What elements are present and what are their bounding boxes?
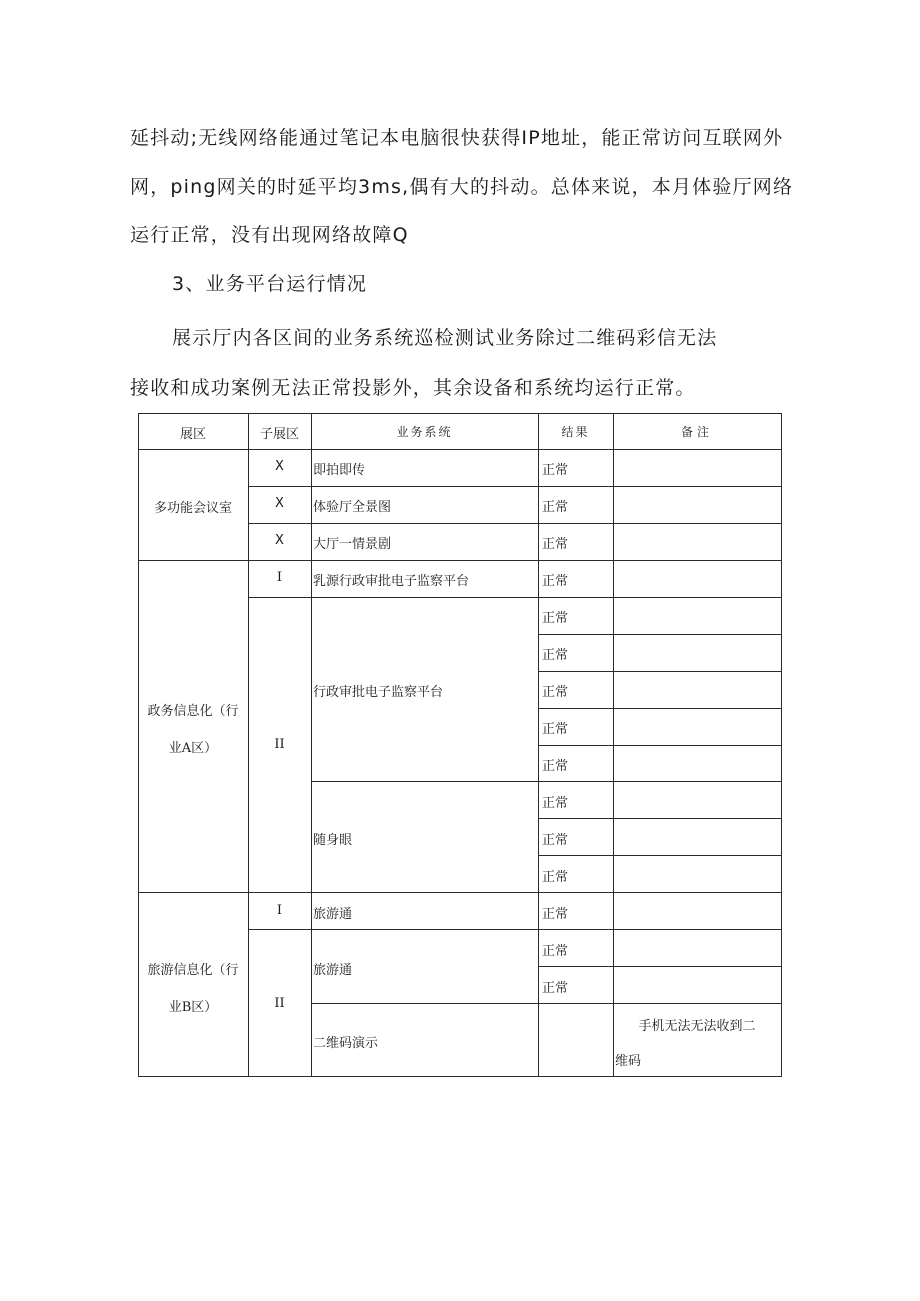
table-row-divider bbox=[138, 449, 782, 450]
paragraph-line-1: 延抖动;无线网络能通过笔记本电脑很快获得IP地址，能正常访问互联网外 bbox=[130, 127, 784, 149]
subzone-label: I bbox=[276, 903, 283, 918]
zone-name: 政务信息化（行 bbox=[147, 704, 239, 719]
table-row-divider bbox=[538, 634, 782, 635]
system-name: 即拍即传 bbox=[313, 463, 366, 478]
subzone-label: X bbox=[275, 533, 284, 548]
zone-name: 业B区） bbox=[168, 1000, 218, 1015]
system-name: 乳源行政审批电子监察平台 bbox=[313, 574, 470, 589]
header-zone: 展区 bbox=[179, 427, 206, 442]
result-value: 正常 bbox=[542, 796, 569, 811]
subzone-label: II bbox=[274, 737, 285, 752]
result-value: 正常 bbox=[542, 574, 569, 589]
table-row-divider bbox=[538, 966, 782, 967]
note-text: 维码 bbox=[615, 1054, 642, 1069]
table-border-top bbox=[138, 413, 782, 414]
system-name: 旅游通 bbox=[313, 963, 353, 978]
table-row-divider bbox=[248, 523, 782, 524]
header-note: 备注 bbox=[680, 425, 713, 439]
subzone-label: X bbox=[275, 496, 284, 511]
system-name: 体验厅全景图 bbox=[313, 500, 392, 515]
result-value: 正常 bbox=[542, 500, 569, 515]
zone-name: 旅游信息化（行 bbox=[147, 963, 239, 978]
result-value: 正常 bbox=[542, 648, 569, 663]
table-row-divider bbox=[138, 892, 782, 893]
result-value: 正常 bbox=[542, 611, 569, 626]
header-result: 结果 bbox=[561, 425, 590, 439]
table-row-divider bbox=[311, 1003, 782, 1004]
system-name: 大厅一情景剧 bbox=[313, 537, 392, 552]
result-value: 正常 bbox=[542, 722, 569, 737]
paragraph-line-2: 网，ping网关的时延平均3ms,偶有大的抖动。总体来说，本月体验厅网络 bbox=[130, 176, 794, 198]
table-row-divider bbox=[538, 708, 782, 709]
result-value: 正常 bbox=[542, 981, 569, 996]
table-row-divider bbox=[538, 855, 782, 856]
result-value: 正常 bbox=[542, 759, 569, 774]
table-row-divider bbox=[138, 560, 782, 561]
table-row-divider bbox=[538, 745, 782, 746]
result-value: 正常 bbox=[542, 944, 569, 959]
system-name: 旅游通 bbox=[313, 907, 353, 922]
table-col-divider bbox=[311, 413, 312, 1077]
table-row-divider bbox=[248, 929, 782, 930]
paragraph-line-3: 运行正常，没有出现网络故障Q bbox=[130, 224, 409, 246]
zone-name: 多功能会议室 bbox=[153, 501, 232, 516]
note-text: 手机无法无法收到二 bbox=[638, 1019, 756, 1034]
table-border-bottom bbox=[138, 1076, 782, 1077]
result-value: 正常 bbox=[542, 833, 569, 848]
header-subzone: 子展区 bbox=[259, 427, 299, 442]
system-name: 行政审批电子监察平台 bbox=[313, 685, 444, 700]
subzone-label: I bbox=[276, 570, 283, 585]
result-value: 正常 bbox=[542, 537, 569, 552]
zone-name: 业A区） bbox=[168, 741, 218, 756]
result-value: 正常 bbox=[542, 685, 569, 700]
subzone-label: X bbox=[275, 459, 284, 474]
result-value: 正常 bbox=[542, 870, 569, 885]
table-row-divider bbox=[248, 486, 782, 487]
section-heading: 3、业务平台运行情况 bbox=[172, 273, 368, 295]
subzone-label: II bbox=[274, 996, 285, 1011]
result-value: 正常 bbox=[542, 463, 569, 478]
system-name: 随身眼 bbox=[313, 833, 353, 848]
paragraph-line-5: 接收和成功案例无法正常投影外，其余设备和系统均运行正常。 bbox=[130, 377, 696, 399]
table-row-divider bbox=[311, 781, 782, 782]
table-row-divider bbox=[248, 597, 782, 598]
table-row-divider bbox=[538, 818, 782, 819]
header-system: 业务系统 bbox=[396, 425, 453, 439]
result-value: 正常 bbox=[542, 907, 569, 922]
paragraph-line-4: 展示厅内各区间的业务系统巡检测试业务除过二维码彩信无法 bbox=[172, 327, 718, 349]
system-name: 二维码演示 bbox=[313, 1036, 379, 1051]
table-row-divider bbox=[538, 671, 782, 672]
